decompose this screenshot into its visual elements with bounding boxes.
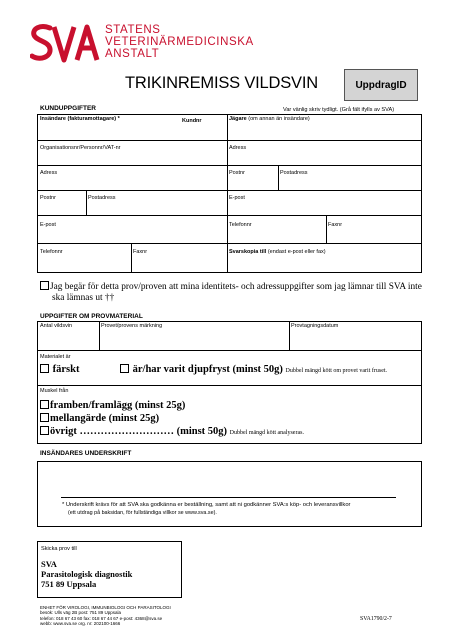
uppdrag-id-field[interactable]	[344, 69, 418, 101]
jagare-adress-field[interactable]: Adress	[229, 145, 247, 151]
mellangarde-option[interactable]	[40, 412, 304, 425]
ovrigt-checkbox[interactable]	[40, 426, 49, 435]
insandare-epost-field[interactable]: E-post	[40, 222, 56, 228]
footer-line: telefon: 018 67 43 60 fax: 018 67 44 67 e-post: 4368@sva.se	[40, 615, 163, 621]
svarskopia-label: Svarskopia till	[229, 249, 267, 255]
djupfryst-note: Dubbel mängd kött om provet varit fruset.	[285, 368, 388, 374]
kundnr-field[interactable]: Kundnr	[182, 118, 202, 124]
farskt-label: färskt	[52, 364, 80, 375]
insandare-postnr-field[interactable]: Postnr	[40, 195, 56, 201]
framben-label: framben/framlägg (minst 25g)	[50, 400, 186, 411]
materialet-label: Materialet är	[40, 354, 71, 360]
org-name-line: ANSTALT	[105, 48, 160, 60]
jagare-telefonnr-field[interactable]: Telefonnr	[229, 222, 252, 228]
jagare-postnr-field[interactable]: Postnr	[229, 170, 245, 176]
org-nr-field[interactable]: Organisationsnr/Personnr/VAT-nr	[40, 145, 121, 151]
org-name-line: STATENS	[105, 24, 161, 36]
sample-info-table	[37, 321, 422, 444]
jagare-label: Jägare	[229, 116, 247, 122]
footer-line: ENHET FÖR VIROLOGI, IMMUNBIOLOGI OCH PARASITOLOGI	[40, 605, 171, 610]
antal-vildsvin-field[interactable]: Antal vildsvin	[40, 323, 73, 329]
section-title-signature: INSÄNDARES UNDERSKRIFT	[40, 450, 132, 457]
sva-logo	[30, 22, 100, 66]
consent-text: ska lämnas ut ††	[52, 292, 115, 303]
insandare-adress-field[interactable]: Adress	[40, 170, 58, 176]
ship-to-address	[41, 559, 132, 589]
insandare-field[interactable]: Insändare (fakturamottagare) *	[40, 116, 120, 122]
provtagningsdatum-field[interactable]: Provtagningsdatum	[291, 323, 339, 329]
footer-line: besök: Ulls väg 2B post: 751 89 Uppsala	[40, 610, 122, 616]
ovrigt-option[interactable]	[40, 425, 304, 440]
fill-hint: Var vänlig skriv tydligt. (Grå fält ifylls av SVA)	[283, 107, 395, 113]
farskt-option[interactable]	[40, 364, 79, 375]
section-title-provmaterial: UPPGIFTER OM PROVMATERIAL	[40, 313, 143, 320]
farskt-checkbox[interactable]	[40, 364, 49, 373]
org-name	[105, 24, 254, 60]
ship-to-line: 751 89 Uppsala	[41, 579, 97, 589]
document-title: TRIKINREMISS VILDSVIN	[125, 74, 318, 92]
mellangarde-checkbox[interactable]	[40, 413, 49, 422]
uppdrag-id-label: UppdragID	[355, 79, 407, 91]
ship-to-box	[37, 541, 182, 598]
signature-note: (ett utdrag på baksidan, för fullständiga villkor se www.sva.se).	[68, 510, 217, 516]
insandare-faxnr-field[interactable]: Faxnr	[133, 249, 148, 255]
signature-note: * Underskrift krävs för att SVA ska godkänna er beställning, samt att ni godkänner SVA:s köp- och leveransvillkor	[62, 502, 351, 508]
framben-option[interactable]	[40, 399, 304, 412]
mellangarde-label: mellangärde (minst 25g)	[50, 413, 160, 424]
ovrigt-note: Dubbel mängd kött analyseras.	[229, 430, 304, 436]
insandare-postadress-field[interactable]: Postadress	[88, 195, 116, 201]
signature-box	[37, 461, 422, 527]
consent-checkbox-row	[40, 281, 425, 303]
consent-text: Jag begär för detta prov/proven att mina identitets- och adressuppgifter som jag lämnar till SVA inte	[50, 282, 422, 292]
document-code: SVA1790/2-7	[360, 616, 392, 622]
ovrigt-label: övrigt ……………………… (minst 50g)	[50, 426, 228, 437]
footer-line: webb: www.sva.se org. nr: 202100-1666	[40, 620, 121, 626]
jagare-epost-field[interactable]: E-post	[229, 195, 245, 201]
djupfryst-label: är/har varit djupfryst (minst 50g)	[132, 364, 283, 375]
muskel-label: Muskel från	[40, 388, 69, 394]
signature-line[interactable]	[61, 497, 396, 498]
jagare-note: (om annan än insändare)	[248, 116, 310, 122]
svarskopia-note: (endast e-post eller fax)	[267, 249, 326, 255]
markning-field[interactable]: Provet/provens märkning	[101, 323, 163, 329]
jagare-faxnr-field[interactable]: Faxnr	[328, 222, 343, 228]
org-name-line: VETERINÄRMEDICINSKA	[105, 36, 254, 48]
djupfryst-option[interactable]	[120, 364, 387, 375]
ship-to-line: SVA	[41, 559, 57, 569]
jagare-postadress-field[interactable]: Postadress	[280, 170, 308, 176]
customer-info-table	[37, 114, 422, 273]
footer-contact	[40, 605, 171, 626]
insandare-telefonnr-field[interactable]: Telefonnr	[40, 249, 63, 255]
svarskopia-field[interactable]	[227, 248, 328, 256]
ship-to-line: Parasitologisk diagnostik	[41, 569, 133, 579]
framben-checkbox[interactable]	[40, 400, 49, 409]
jagare-field[interactable]	[227, 115, 312, 123]
section-title-kunduppgifter: KUNDUPPGIFTER	[40, 105, 96, 112]
djupfryst-checkbox[interactable]	[120, 364, 129, 373]
consent-checkbox[interactable]	[40, 281, 49, 290]
ship-to-label: Skicka prov till	[41, 546, 77, 552]
muskel-options	[40, 399, 304, 440]
